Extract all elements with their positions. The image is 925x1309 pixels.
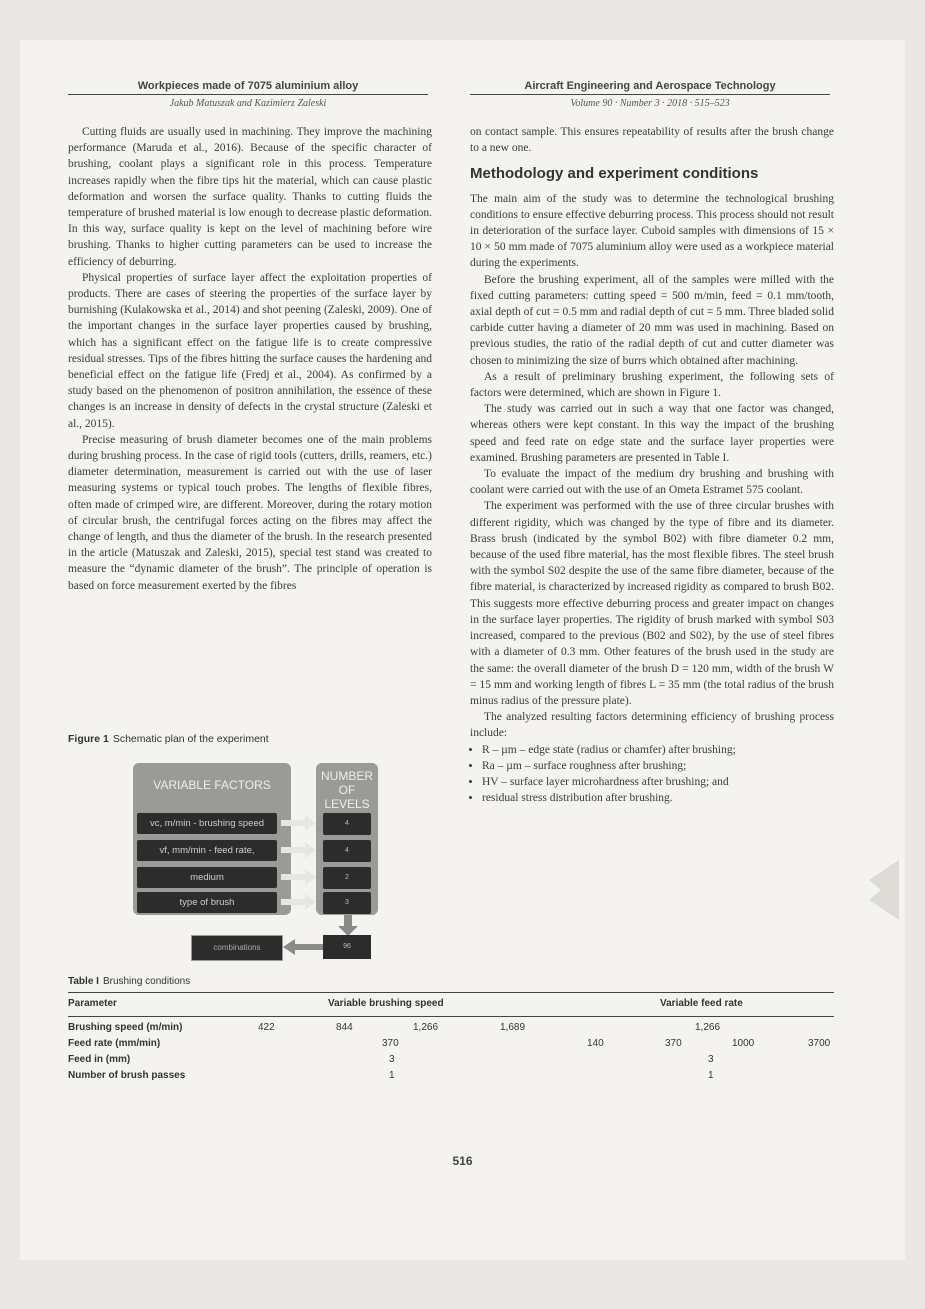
left-header	[68, 80, 428, 109]
paragraph: As a result of preliminary brushing experiment, the following sets of factors were determined, which are shown in Figure 1.	[470, 370, 834, 400]
table-cell: 370	[665, 1038, 682, 1049]
row-label: Feed in (mm)	[68, 1054, 131, 1065]
paragraph: Cutting fluids are usually used in machining. They improve the machining performance (Maruda et al., 2016). Because of the specific character of brushing, coolant plays a significant role in this process. Temperature increases rapidly when the fibre tips hit the material, which can cause plastic deformation and worsen the surface quality. Thanks to cutting fluids the temperature of brushed material is low enough to decrease plastic deformation. In this way, surface quality is kept on the level of machining before wire brushing. Thanks to higher cutting parameters can be used to increase the efficiency of deburring.	[68, 126, 432, 268]
figure-caption	[68, 733, 269, 745]
result-factor-list	[470, 742, 834, 807]
header-parameter: Parameter	[68, 998, 117, 1009]
paragraph: The main aim of the study was to determine the technological brushing conditions to ensure effective deburring process. This process should not result in deterioration of the surface layer. Cuboid samples with dimensions of 15 × 10 × 50 mm made of 7075 aluminium alloy were used as a workpiece material during the experiments.	[470, 192, 834, 270]
page-number: 516	[452, 1154, 473, 1168]
number-of-levels-title: NUMBER OF LEVELS	[320, 769, 373, 811]
paragraph: on contact sample. This ensures repeatability of results after the brush change to a new one.	[470, 126, 834, 155]
left-column	[68, 124, 432, 594]
right-header	[470, 80, 830, 109]
factor-brush-type: type of brush	[137, 892, 277, 913]
corner-mark-icon	[863, 860, 899, 920]
arrow-right-icon	[281, 891, 317, 913]
variable-factors-panel	[133, 763, 291, 915]
table-cell: 370	[382, 1038, 399, 1049]
table-cell: 422	[258, 1022, 275, 1033]
list-item: • Ra – µm – surface roughness after brushing;	[482, 758, 834, 774]
figure-label: Figure 1	[68, 733, 109, 745]
row-label: Brushing speed (m/min)	[68, 1022, 183, 1033]
table-cell: 1	[708, 1070, 714, 1081]
table-caption	[68, 976, 190, 987]
factor-brushing-speed: vc, m/min - brushing speed	[137, 813, 277, 834]
level-count: 4	[323, 840, 371, 862]
header-variable-speed: Variable brushing speed	[328, 998, 444, 1009]
table-cell: 1	[389, 1070, 395, 1081]
paragraph: To evaluate the impact of the medium dry brushing and brushing with coolant were carried out with the use of an Ometa Estramet 575 coolant.	[470, 468, 834, 497]
paragraph: The experiment was performed with the use of three circular brushes with different rigidity, which was changed by the type of fibre and its diameter. Brass brush (indicated by the symbol B02) with fibre diameter 0.2 mm, because of the used fibre material, has the most flexible fibres. The steel brush with the symbol S02 despite the use of the same fibre diameter, because of the fibre material, is characterized by increased rigidity as compared to brush B02. This suggests more effective deburring process and greater impact on changes in the surface layer properties. The rigidity of brush marked with symbol S03 increased, compared to the previous (B02 and S02), by the use of steel fibres with a diameter of 0.3 mm. Other features of the brush used in the study are the same: the overall diameter of the brush D = 120 mm, width of the brush W = 15 mm and working length of fibres L = 35 mm (the total radius of the brush minus radius of the pressure plate).	[470, 500, 834, 707]
figure-caption-text: Schematic plan of the experiment	[112, 733, 269, 745]
level-count: 2	[323, 867, 371, 889]
right-column	[470, 124, 834, 806]
table-cell: 1,266	[413, 1022, 439, 1033]
header-variable-feed: Variable feed rate	[660, 998, 743, 1009]
experiment-schematic	[133, 763, 393, 963]
table-caption-text: Brushing conditions	[102, 976, 191, 987]
table-cell: 1,266	[695, 1022, 721, 1033]
table-cell: 3	[389, 1054, 395, 1065]
table-cell: 3	[708, 1054, 714, 1065]
paragraph: Before the brushing experiment, all of the samples were milled with the fixed cutting parameters: cutting speed = 500 m/min, feed = 0.1 mm/tooth, axial depth of cut = 0.5 mm and radial depth of cut = 5 mm. Three bladed solid carbide cutter having a diameter of 20 mm was used in machining. Based on previous studies, the ratio of the radial depth of cut and cutter diameter was chosen to minimizing the size of burrs which obtained after machining.	[470, 273, 834, 367]
table-cell: 140	[587, 1038, 604, 1049]
row-label: Feed rate (mm/min)	[68, 1038, 161, 1049]
combinations-box: combinations	[191, 935, 283, 961]
arrow-right-icon	[281, 812, 317, 834]
paragraph: The analyzed resulting factors determining efficiency of brushing process include:	[470, 711, 834, 740]
table-cell: 844	[336, 1022, 353, 1033]
journal-article-title: Workpieces made of 7075 aluminium alloy	[137, 80, 359, 92]
authors: Jakub Matuszak and Kazimierz Zaleski	[169, 98, 327, 109]
arrow-down-icon	[337, 915, 359, 937]
journal-name: Aircraft Engineering and Aerospace Technology	[524, 80, 776, 92]
level-count: 4	[323, 813, 371, 835]
factor-feed-rate: vf, mm/min - feed rate,	[137, 840, 277, 861]
paragraph: Precise measuring of brush diameter becomes one of the main problems during brushing process. In the case of rigid tools (cutters, drills, reamers, etc.) diameter determination, measurement is carried out with the use of laser measuring systems or typical touch probes. The lengths of flexible fibres, often made of crimped wire, are different. Moreover, during the rotary motion of circular brush, the centrifugal forces acting on the fibres may affect the change of length, and thus the diameter of the brush. In the research presented in the article (Matuszak and Zaleski, 2015), special test stand was created to measure the “dynamic diameter of the brush”. The principle of operation is based on force measurement exerted by the fibres	[68, 433, 432, 592]
table-rule	[68, 1016, 834, 1017]
paragraph: Physical properties of surface layer affect the exploitation properties of products. There are cases of steering the properties of the surface layer by burnishing (Kulakowska et al., 2014) and shot peening (Zaleski, 2009). One of the important changes in the surface layer properties caused by brushing, which has a significant effect on the fatigue life is to create compressive residual stresses. Tips of the fibres hitting the surface causes the hardening and beneficial effect on the fatigue life (Fredj et al., 2004). As confirmed by a study based on the phenomenon of positron annihilation, the essence of these changes is an increase in density of defects in the crystal structure (Zaleski et al., 2015).	[68, 271, 432, 430]
header-rule	[68, 94, 428, 95]
table-label: Table I	[68, 976, 99, 987]
table-cell: 3700	[808, 1038, 831, 1049]
list-item: • residual stress distribution after brushing.	[482, 790, 834, 806]
variable-factors-title: VARIABLE FACTORS	[153, 778, 271, 792]
list-item: • HV – surface layer microhardness after brushing; and	[482, 774, 834, 790]
level-count: 3	[323, 892, 371, 914]
factor-medium: medium	[137, 867, 277, 888]
row-label: Number of brush passes	[68, 1070, 186, 1081]
arrow-right-icon	[281, 839, 317, 861]
list-item: • R – µm – edge state (radius or chamfer) after brushing;	[482, 742, 834, 758]
header-rule	[470, 94, 830, 95]
journal-issue: Volume 90 · Number 3 · 2018 · 515–523	[570, 98, 730, 109]
table-cell: 1,689	[500, 1022, 526, 1033]
arrow-right-icon	[281, 866, 317, 888]
combinations-total: 96	[323, 935, 371, 959]
arrow-left-icon	[281, 938, 325, 956]
section-heading: Methodology and experiment conditions	[470, 165, 759, 183]
paragraph: The study was carried out in such a way that one factor was changed, whereas others were kept constant. In this way the impact of the brushing speed and feed rate on edge state and the surface layer properties were examined. Brushing parameters are presented in Table I.	[470, 403, 834, 464]
table-cell: 1000	[732, 1038, 755, 1049]
table-rule	[68, 992, 834, 993]
